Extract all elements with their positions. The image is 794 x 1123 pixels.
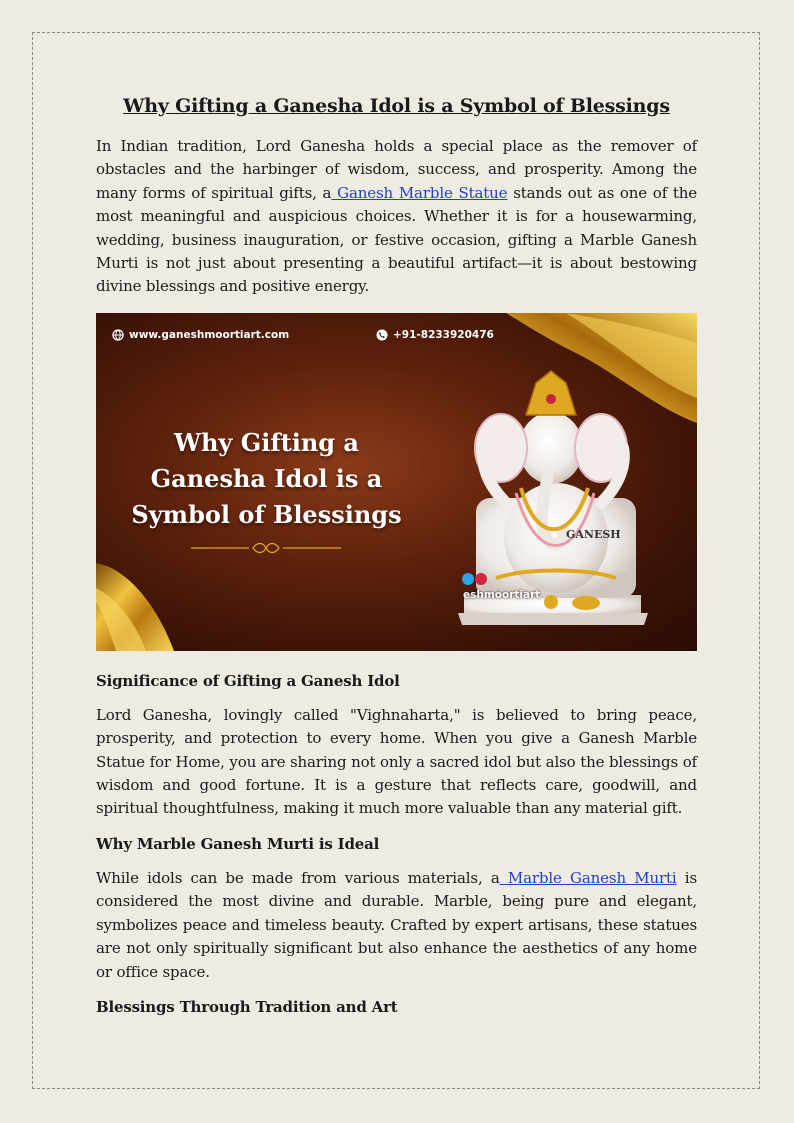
intro-text-after: stands out as one of the most meaningful and auspicious choices. Whether it is for a housewarming, wedding, business inauguration, or festive occasion, gifting a Marble Ganesh Murti is not just about presenting a beautiful artifact—it is about bestowing divine blessings and positive energy. — [96, 183, 697, 296]
globe-icon — [112, 329, 124, 341]
brand-logo: GANESH — [566, 527, 621, 541]
banner-website-text: www.ganeshmoortiart.com — [129, 328, 290, 341]
ornament-divider-icon — [191, 541, 341, 555]
page-title: Why Gifting a Ganesha Idol is a Symbol of Blessings — [123, 95, 670, 117]
section-paragraph-why-marble — [96, 867, 697, 984]
section-paragraph-significance: Lord Ganesha, lovingly called "Vighnaharta," is believed to bring peace, prosperity, and protection to every home. When you give a Ganesh Marble Statue for Home, you are sharing not only a sacred idol but also the blessings of wisdom and good fortune. It is a gesture that reflects care, goodwill, and spiritual thoughtfulness, making it much more valuable than any material gift. — [96, 705, 697, 818]
section-heading-why-marble: Why Marble Ganesh Murti is Ideal — [96, 834, 380, 853]
phone-icon — [376, 329, 388, 341]
hero-banner-image — [96, 313, 697, 651]
section-heading-significance: Significance of Gifting a Ganesh Idol — [96, 671, 400, 690]
document-content — [96, 95, 697, 1030]
marble-ganesh-murti-link[interactable]: Marble Ganesh Murti — [499, 868, 677, 887]
why-marble-text-before: While idols can be made from various materials, a — [96, 868, 500, 887]
banner-phone-text: +91-8233920476 — [393, 328, 494, 341]
section-heading-tradition: Blessings Through Tradition and Art — [96, 997, 398, 1016]
ganesh-marble-statue-link[interactable]: Ganesh Marble Statue — [331, 183, 508, 202]
banner-phone — [376, 329, 494, 341]
banner-website — [112, 329, 289, 341]
intro-paragraph — [96, 135, 697, 299]
banner-title: Why Gifting a Ganesha Idol is a Symbol of Blessings — [131, 427, 402, 529]
intro-text-before: In Indian tradition, Lord Ganesha holds a special place as the remover of obstacles and the harbinger of wisdom, success, and prosperity. Among the many forms of spiritual gifts, a — [96, 137, 697, 202]
social-handle-watermark: eshmoortiart — [463, 588, 541, 601]
why-marble-text-after: is considered the most divine and durable. Marble, being pure and elegant, symbolizes peace and timeless beauty. Crafted by expert artisans, these statues are not only spiritually significant but also enhance the aesthetics of any home or office space. — [96, 868, 697, 981]
